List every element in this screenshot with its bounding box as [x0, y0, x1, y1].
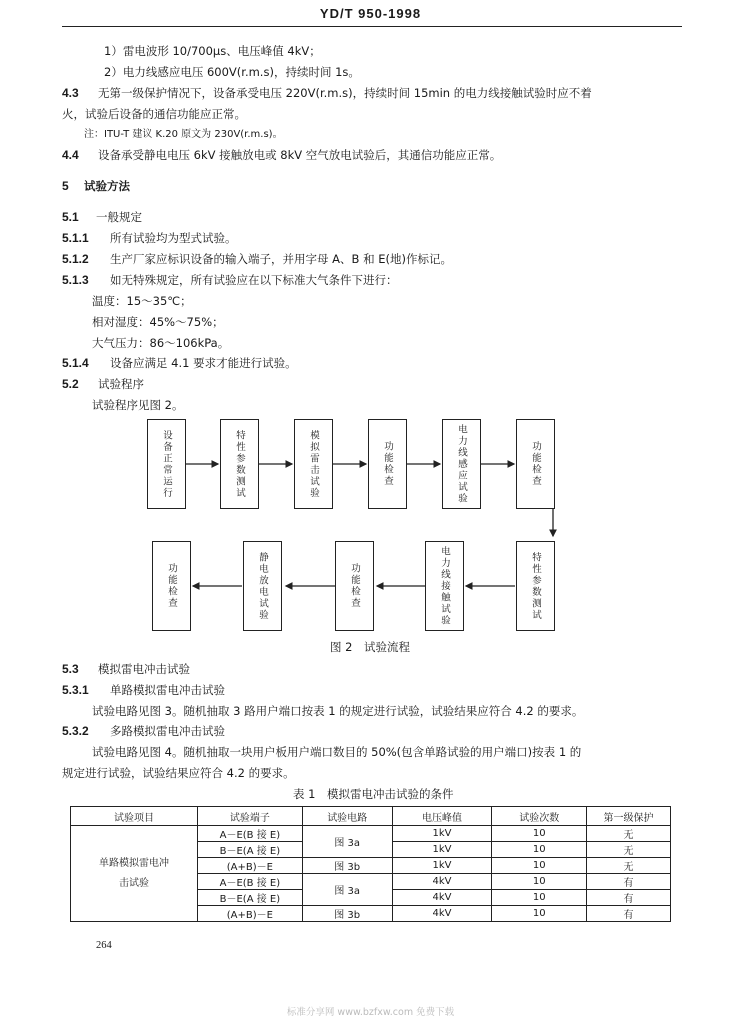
table-header: 试验电路 [302, 807, 392, 826]
table-cell: 4kV [392, 906, 492, 922]
figure-caption: 图 2 试验流程 [330, 640, 410, 654]
clause-5-1-1: 所有试验均为型式试验。 [110, 231, 237, 245]
condition-temperature: 温度：15～35℃； [92, 294, 192, 308]
clause-number: 5.3.2 [62, 724, 89, 738]
table-header-row [71, 807, 671, 826]
table-header: 第一级保护 [587, 807, 671, 826]
clause-number: 5.3.1 [62, 683, 89, 697]
clause-5-3-1-text: 试验电路见图 3。随机抽取 3 路用户端口按表 1 的规定进行试验，试验结果应符合 4.2 的要求。 [92, 704, 584, 718]
clause-number: 5.1 [62, 210, 79, 224]
flow-step-power-induction-test: 电力线感应试验 [442, 419, 481, 509]
flow-step-normal-operation: 设备正常运行 [147, 419, 186, 509]
table-cell: 有 [587, 874, 671, 890]
table-cell: 10 [492, 890, 587, 906]
flow-step-function-check: 功能检查 [335, 541, 374, 631]
table-cell: B－E(A 接 E) [197, 890, 302, 906]
condition-pressure: 大气压力：86～106kPa。 [92, 336, 230, 350]
table-cell: 图 3a [302, 826, 392, 858]
clause-5-3-2-line1: 试验电路见图 4。随机抽取一块用户板用户端口数目的 50%(包含单路试验的用户端口)按表 1 的 [92, 745, 582, 759]
table-header: 试验端子 [197, 807, 302, 826]
condition-humidity: 相对湿度：45%～75%； [92, 315, 224, 329]
table-cell: 1kV [392, 858, 492, 874]
table-cell: (A+B)－E [197, 906, 302, 922]
clause-5-3-2-line2: 规定进行试验，试验结果应符合 4.2 的要求。 [62, 766, 295, 780]
clause-5-2-title: 试验程序 [98, 377, 144, 391]
table-cell: 有 [587, 890, 671, 906]
flow-step-function-check: 功能检查 [152, 541, 191, 631]
flow-step-lightning-test: 模拟雷击试验 [294, 419, 333, 509]
flow-step-parameter-test: 特性参数测试 [516, 541, 555, 631]
clause-4-4: 设备承受静电电压 6kV 接触放电或 8kV 空气放电试验后，其通信功能应正常。 [98, 148, 502, 162]
watermark-footer: 标准分享网 www.bzfxw.com 免费下载 [286, 1007, 455, 1018]
clause-number: 5.1.2 [62, 252, 89, 266]
table-cell: 无 [587, 858, 671, 874]
table-cell: 10 [492, 874, 587, 890]
item-2: 2）电力线感应电压 600V(r.m.s)，持续时间 1s。 [104, 65, 360, 79]
table-cell: 10 [492, 842, 587, 858]
clause-4-3-note: 注：ITU-T 建议 K.20 原文为 230V(r.m.s)。 [84, 129, 283, 140]
clause-5-1-2: 生产厂家应标识设备的输入端子，并用字母 A、B 和 E(地)作标记。 [110, 252, 452, 266]
clause-5-3-1-title: 单路模拟雷电冲击试验 [110, 683, 225, 697]
flow-step-esd-test: 静电放电试验 [243, 541, 282, 631]
table-cell: 图 3b [302, 858, 392, 874]
page-number: 264 [96, 940, 112, 951]
table-cell-item: 单路模拟雷电冲击试验 [71, 826, 198, 922]
table-header: 试验次数 [492, 807, 587, 826]
clause-number: 5.1.3 [62, 273, 89, 287]
table-cell: 无 [587, 842, 671, 858]
clause-number: 5.2 [62, 377, 79, 391]
table-cell: 4kV [392, 890, 492, 906]
table-cell: 1kV [392, 826, 492, 842]
table-cell: 4kV [392, 874, 492, 890]
table-header: 电压峰值 [392, 807, 492, 826]
table-cell: A－E(B 接 E) [197, 826, 302, 842]
clause-5-1-title: 一般规定 [96, 210, 142, 224]
clause-4-3-line2: 火，试验后设备的通信功能应正常。 [62, 107, 246, 121]
lightning-test-table [70, 806, 671, 922]
table-cell: 有 [587, 906, 671, 922]
section-number: 5 [62, 179, 69, 193]
clause-number: 5.1.1 [62, 231, 89, 245]
section-title: 试验方法 [84, 179, 130, 193]
clause-5-1-4: 设备应满足 4.1 要求才能进行试验。 [110, 356, 297, 370]
clause-5-2-text: 试验程序见图 2。 [92, 398, 184, 412]
table-cell: 10 [492, 906, 587, 922]
table-cell: 10 [492, 858, 587, 874]
table-cell: 1kV [392, 842, 492, 858]
clause-number: 4.4 [62, 148, 79, 162]
flow-step-function-check: 功能检查 [516, 419, 555, 509]
table-cell: 图 3b [302, 906, 392, 922]
table-cell: 图 3a [302, 874, 392, 906]
flow-step-parameter-test: 特性参数测试 [220, 419, 259, 509]
item-1: 1）雷电波形 10/700μs、电压峰值 4kV； [104, 44, 321, 58]
table-header: 试验项目 [71, 807, 198, 826]
clause-number: 5.3 [62, 662, 79, 676]
clause-5-3-title: 模拟雷电冲击试验 [98, 662, 190, 676]
clause-number: 4.3 [62, 86, 79, 100]
table-cell: B－E(A 接 E) [197, 842, 302, 858]
clause-number: 5.1.4 [62, 356, 89, 370]
flow-step-function-check: 功能检查 [368, 419, 407, 509]
table-cell: (A+B)－E [197, 858, 302, 874]
page-header: YD/T 950-1998 [319, 6, 422, 21]
table-row [71, 826, 671, 842]
table-cell: A－E(B 接 E) [197, 874, 302, 890]
table-cell: 10 [492, 826, 587, 842]
table-cell: 无 [587, 826, 671, 842]
table-title: 表 1 模拟雷电冲击试验的条件 [293, 787, 454, 801]
clause-5-3-2-title: 多路模拟雷电冲击试验 [110, 724, 225, 738]
flow-step-power-contact-test: 电力线接触试验 [425, 541, 464, 631]
clause-5-1-3: 如无特殊规定，所有试验应在以下标准大气条件下进行： [110, 273, 398, 287]
clause-4-3-line1: 无第一级保护情况下，设备承受电压 220V(r.m.s)，持续时间 15min 的电力线接触试验时应不着 [98, 86, 592, 100]
